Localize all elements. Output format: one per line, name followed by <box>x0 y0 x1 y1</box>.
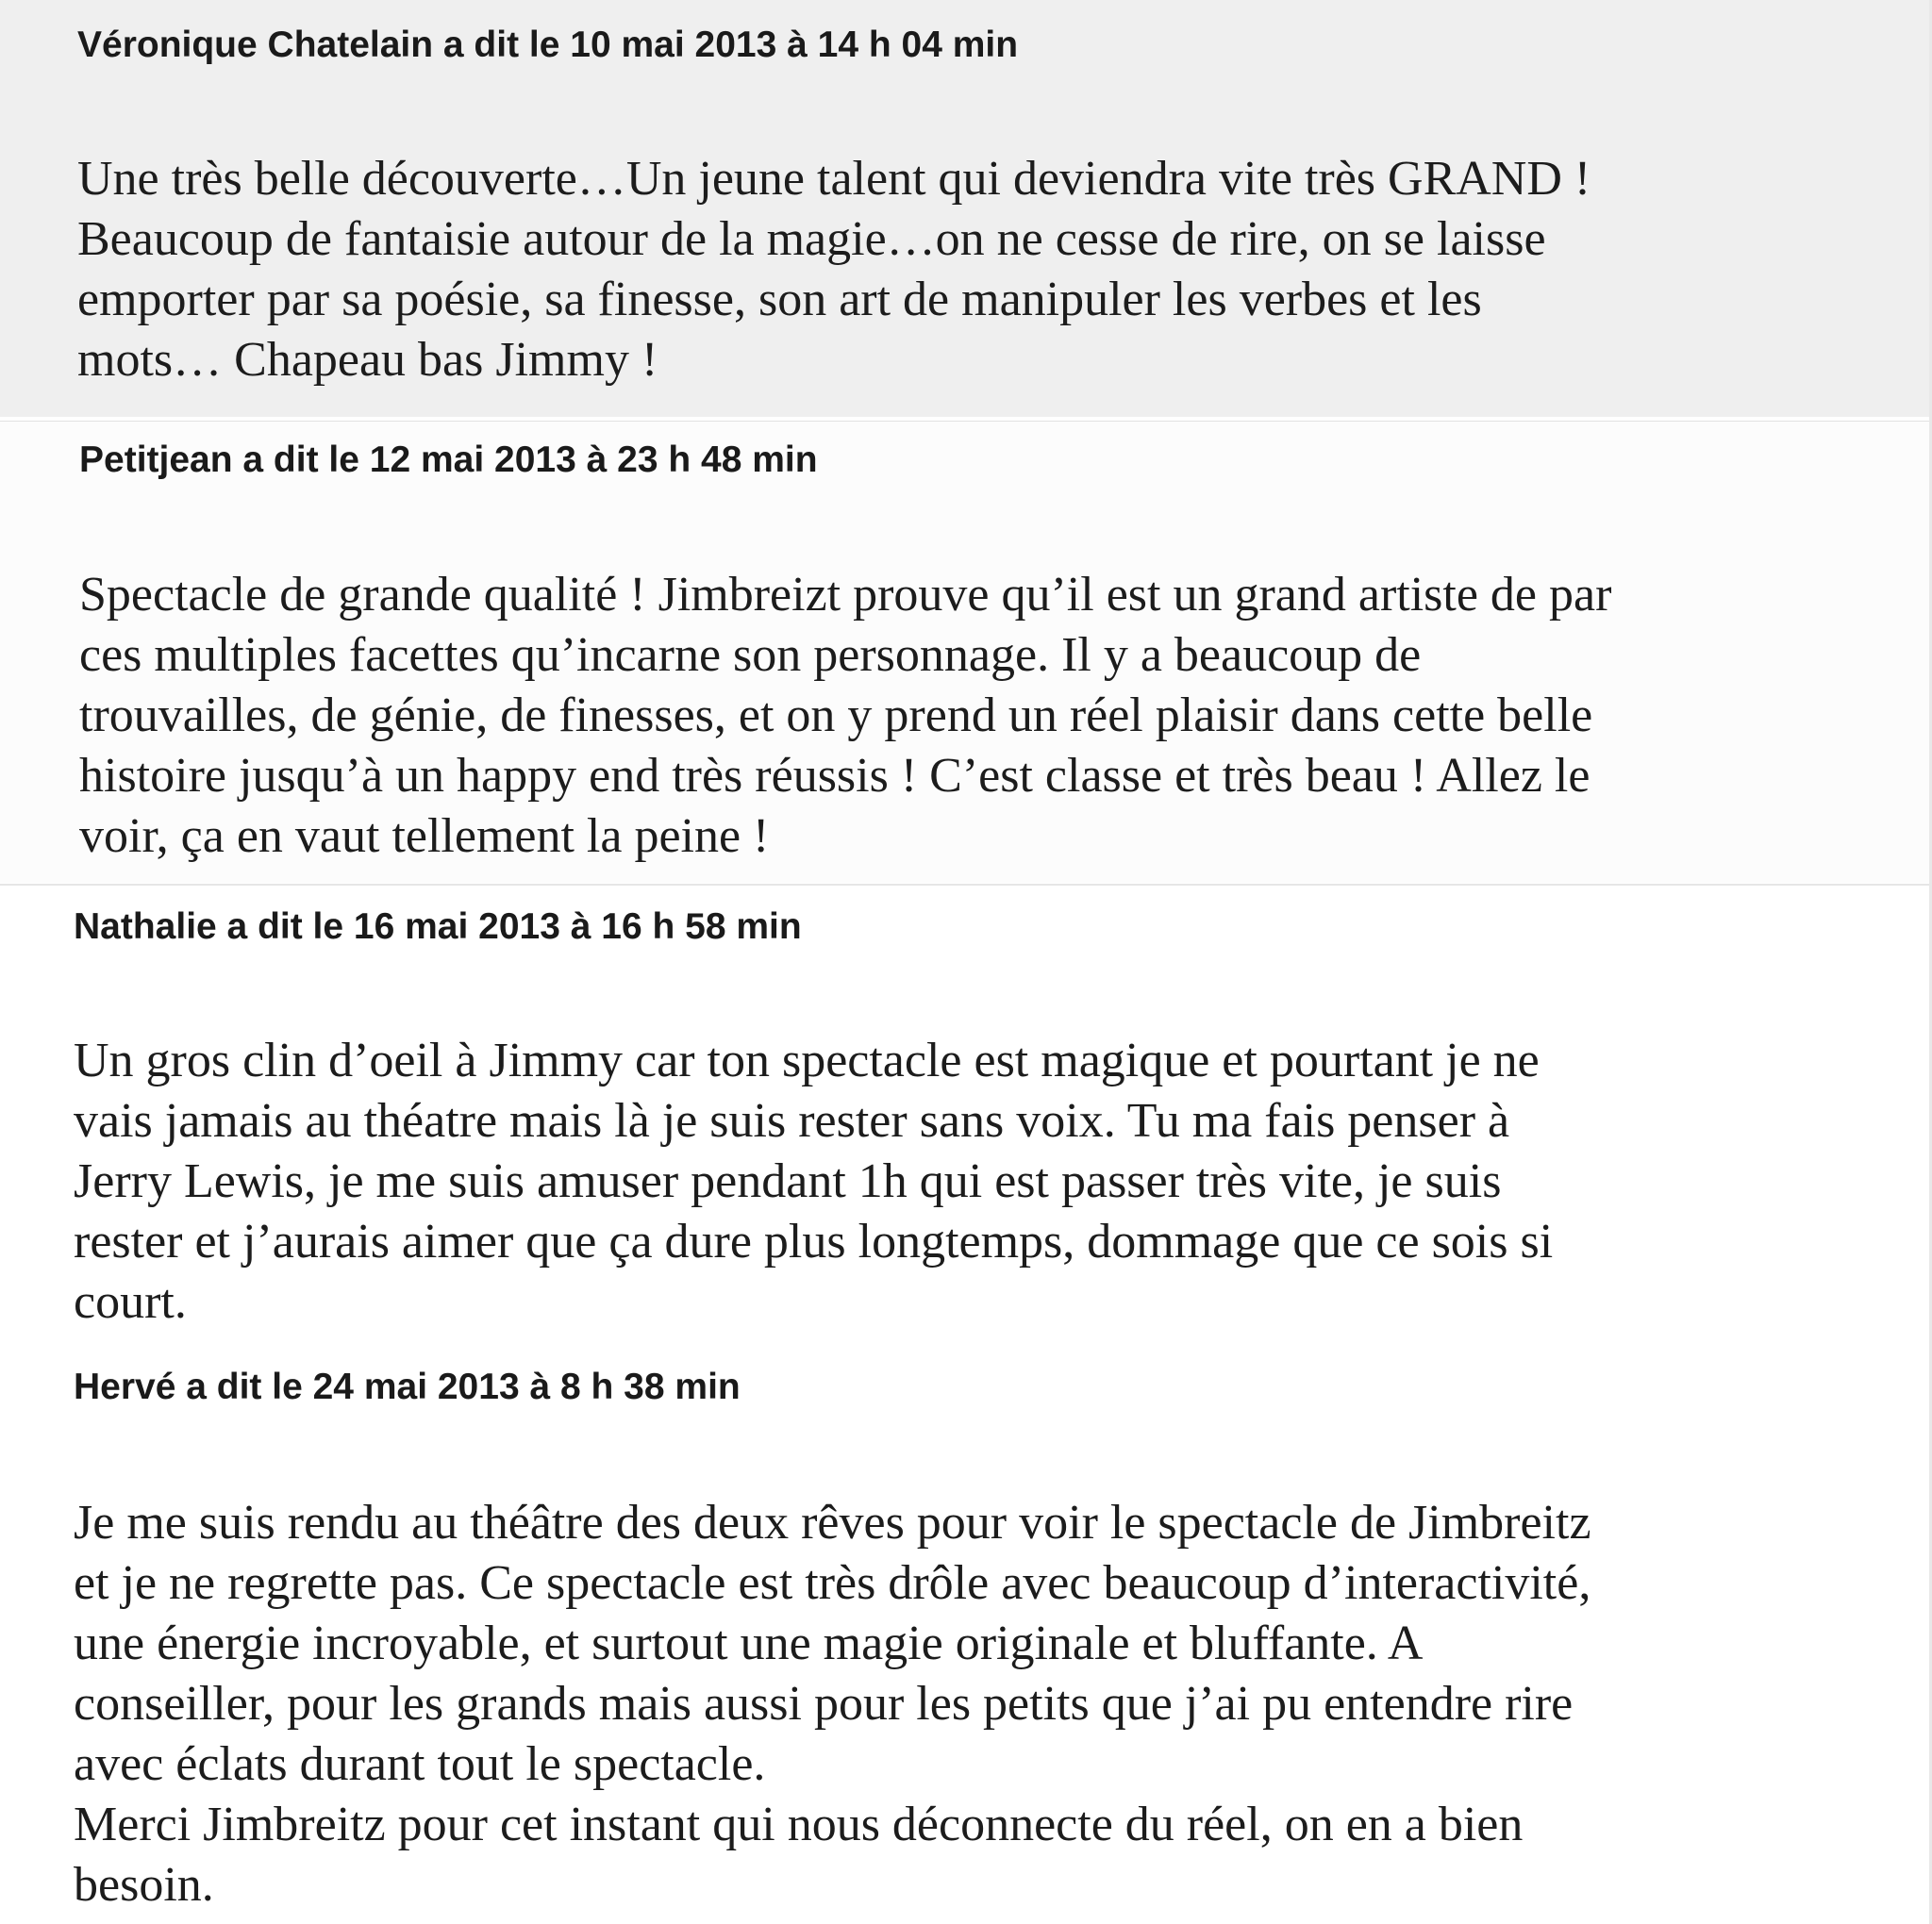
comment-text-line: voir, ça en vaut tellement la peine ! <box>79 809 770 863</box>
comment-body <box>74 1031 1553 1333</box>
comment-block <box>0 884 1932 1342</box>
comment-author-line: Hervé a dit le 24 mai 2013 à 8 h 38 min <box>74 1367 741 1407</box>
comment-text-line: avec éclats durant tout le spectacle. <box>74 1737 766 1791</box>
comment-text-line: mots… Chapeau bas Jimmy ! <box>77 333 658 387</box>
comment-text-line: Un gros clin d’oeil à Jimmy car ton spectacle est magique et pourtant je ne <box>74 1034 1540 1087</box>
comment-text-line: court. <box>74 1275 187 1329</box>
comment-block <box>0 0 1932 417</box>
comment-body <box>79 565 1611 867</box>
comment-text-line: et je ne regrette pas. Ce spectacle est très drôle avec beaucoup d’interactivité, <box>74 1556 1591 1610</box>
comment-block <box>0 421 1932 883</box>
comment-text-line: une énergie incroyable, et surtout une magie originale et bluffante. A <box>74 1617 1424 1670</box>
comment-author-line: Nathalie a dit le 16 mai 2013 à 16 h 58 min <box>74 906 802 947</box>
comment-text-line: conseiller, pour les grands mais aussi pour les petits que j’ai pu entendre rire <box>74 1677 1574 1731</box>
comment-author-line: Petitjean a dit le 12 mai 2013 à 23 h 48 min <box>79 440 818 480</box>
comment-text-line: Jerry Lewis, je me suis amuser pendant 1h qui est passer très vite, je suis <box>74 1154 1502 1208</box>
comment-text-line: Spectacle de grande qualité ! Jimbreizt prouve qu’il est un grand artiste de par <box>79 568 1612 622</box>
comment-text-line: Une très belle découverte…Un jeune talent qui deviendra vite très GRAND ! <box>77 152 1591 206</box>
comment-body <box>77 149 1591 390</box>
comment-text-line: Je me suis rendu au théâtre des deux rêves pour voir le spectacle de Jimbreitz <box>74 1496 1591 1550</box>
comment-text-line: vais jamais au théatre mais là je suis rester sans voix. Tu ma fais penser à <box>74 1094 1510 1148</box>
comment-text-line: besoin. <box>74 1858 214 1912</box>
comment-text-line: trouvailles, de génie, de finesses, et on y prend un réel plaisir dans cette belle <box>79 688 1593 742</box>
comment-text-line: ces multiples facettes qu’incarne son personnage. Il y a beaucoup de <box>79 628 1422 682</box>
comment-text-line: emporter par sa poésie, sa finesse, son art de manipuler les verbes et les <box>77 273 1482 326</box>
comment-text-line: Merci Jimbreitz pour cet instant qui nous déconnecte du réel, on en a bien <box>74 1798 1524 1851</box>
comment-body <box>74 1493 1591 1916</box>
comment-text-line: histoire jusqu’à un happy end très réussis ! C’est classe et très beau ! Allez le <box>79 749 1591 803</box>
comment-text-line: Beaucoup de fantaisie autour de la magie…on ne cesse de rire, on se laisse <box>77 212 1546 266</box>
comment-text-line: rester et j’aurais aimer que ça dure plus longtemps, dommage que ce sois si <box>74 1215 1554 1269</box>
comment-block <box>0 1342 1932 1924</box>
comment-author-line: Véronique Chatelain a dit le 10 mai 2013 à 14 h 04 min <box>77 25 1019 65</box>
